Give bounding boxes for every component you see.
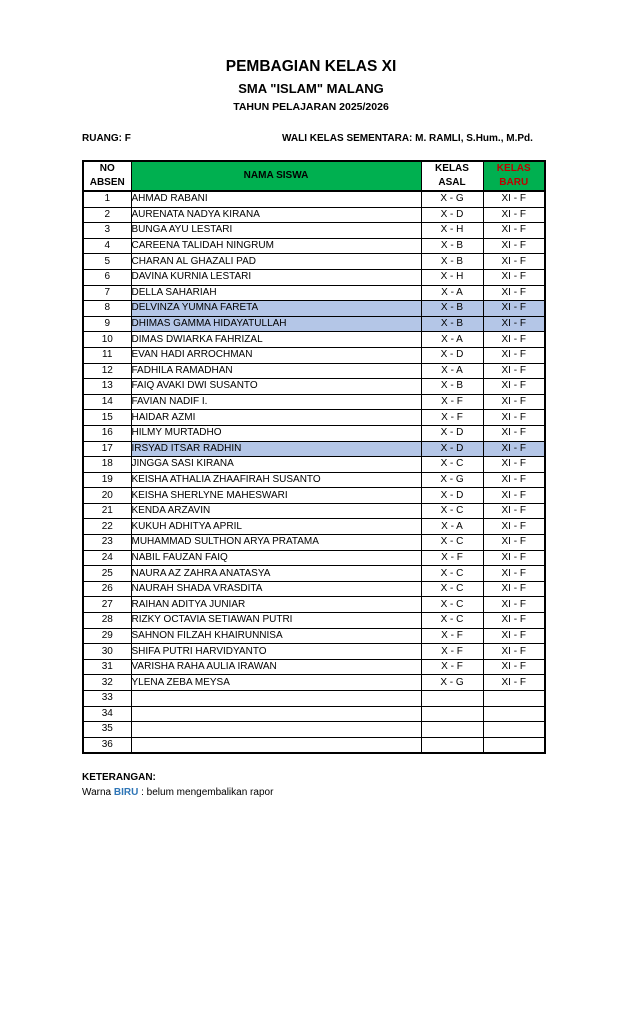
table-row: [83, 363, 545, 379]
cell-kelas-asal: X - C: [421, 457, 483, 473]
cell-no-absen: 12: [83, 363, 131, 379]
cell-kelas-baru: XI - F: [483, 269, 545, 285]
cell-kelas-baru: [483, 737, 545, 753]
table-row: [83, 613, 545, 629]
cell-no-absen: 4: [83, 238, 131, 254]
table-row: [83, 269, 545, 285]
cell-no-absen: 9: [83, 316, 131, 332]
table-row: [83, 722, 545, 738]
table-header-row: [83, 161, 545, 191]
cell-no-absen: 5: [83, 254, 131, 270]
cell-nama-siswa: NABIL FAUZAN FAIQ: [131, 550, 421, 566]
cell-no-absen: 31: [83, 659, 131, 675]
cell-nama-siswa: CAREENA TALIDAH NINGRUM: [131, 238, 421, 254]
cell-kelas-asal: X - A: [421, 285, 483, 301]
cell-kelas-baru: XI - F: [483, 597, 545, 613]
table-row: [83, 223, 545, 239]
cell-no-absen: 14: [83, 394, 131, 410]
cell-kelas-asal: X - F: [421, 410, 483, 426]
cell-kelas-asal: X - H: [421, 223, 483, 239]
cell-kelas-baru: XI - F: [483, 472, 545, 488]
table-row: [83, 503, 545, 519]
table-row: [83, 535, 545, 551]
cell-kelas-asal: X - C: [421, 566, 483, 582]
cell-no-absen: 26: [83, 581, 131, 597]
header-no-line2: ABSEN: [89, 177, 125, 188]
page-title: PEMBAGIAN KELAS XI: [225, 58, 397, 75]
cell-nama-siswa: DHIMAS GAMMA HIDAYATULLAH: [131, 316, 421, 332]
table-row: [83, 301, 545, 317]
cell-kelas-baru: XI - F: [483, 441, 545, 457]
table-row: [83, 316, 545, 332]
table-row: [83, 332, 545, 348]
cell-kelas-baru: [483, 706, 545, 722]
cell-kelas-baru: XI - F: [483, 675, 545, 691]
cell-kelas-asal: X - D: [421, 425, 483, 441]
cell-nama-siswa: RAIHAN ADITYA JUNIAR: [131, 597, 421, 613]
cell-kelas-baru: XI - F: [483, 613, 545, 629]
cell-kelas-asal: X - B: [421, 254, 483, 270]
cell-kelas-baru: XI - F: [483, 238, 545, 254]
cell-nama-siswa: DIMAS DWIARKA FAHRIZAL: [131, 332, 421, 348]
cell-no-absen: 34: [83, 706, 131, 722]
cell-kelas-asal: X - C: [421, 613, 483, 629]
cell-kelas-asal: X - C: [421, 503, 483, 519]
cell-nama-siswa: EVAN HADI ARROCHMAN: [131, 347, 421, 363]
table-row: [83, 597, 545, 613]
cell-kelas-baru: XI - F: [483, 644, 545, 660]
cell-kelas-asal: X - A: [421, 519, 483, 535]
table-row: [83, 644, 545, 660]
cell-nama-siswa: DELLA SAHARIAH: [131, 285, 421, 301]
cell-nama-siswa: AURENATA NADYA KIRANA: [131, 207, 421, 223]
cell-kelas-asal: X - C: [421, 597, 483, 613]
cell-kelas-baru: XI - F: [483, 191, 545, 207]
cell-kelas-baru: XI - F: [483, 332, 545, 348]
cell-kelas-asal: X - B: [421, 301, 483, 317]
table-row: [83, 347, 545, 363]
cell-kelas-asal: X - A: [421, 363, 483, 379]
cell-nama-siswa: HILMY MURTADHO: [131, 425, 421, 441]
cell-kelas-asal: X - B: [421, 379, 483, 395]
table-row: [83, 706, 545, 722]
cell-kelas-baru: XI - F: [483, 394, 545, 410]
cell-kelas-asal: X - F: [421, 644, 483, 660]
cell-no-absen: 23: [83, 535, 131, 551]
table-row: [83, 425, 545, 441]
cell-kelas-baru: XI - F: [483, 316, 545, 332]
table-row: [83, 254, 545, 270]
table-row: [83, 519, 545, 535]
table-row: [83, 410, 545, 426]
cell-kelas-baru: [483, 722, 545, 738]
table-row: [83, 472, 545, 488]
table-row: [83, 379, 545, 395]
cell-nama-siswa: FAVIAN NADIF I.: [131, 394, 421, 410]
cell-no-absen: 15: [83, 410, 131, 426]
cell-no-absen: 18: [83, 457, 131, 473]
notes-color-word: BIRU: [113, 787, 139, 798]
cell-kelas-asal: X - D: [421, 207, 483, 223]
cell-no-absen: 20: [83, 488, 131, 504]
cell-nama-siswa: YLENA ZEBA MEYSA: [131, 675, 421, 691]
table-row: [83, 675, 545, 691]
cell-nama-siswa: AHMAD RABANI: [131, 191, 421, 207]
header-baru-line1: KELAS: [496, 163, 531, 174]
cell-nama-siswa: DELVINZA YUMNA FARETA: [131, 301, 421, 317]
cell-kelas-asal: X - H: [421, 269, 483, 285]
cell-no-absen: 3: [83, 223, 131, 239]
cell-nama-siswa: [131, 691, 421, 707]
cell-kelas-baru: XI - F: [483, 285, 545, 301]
cell-kelas-baru: XI - F: [483, 628, 545, 644]
cell-nama-siswa: SAHNON FILZAH KHAIRUNNISA: [131, 628, 421, 644]
cell-kelas-asal: X - F: [421, 550, 483, 566]
cell-kelas-baru: XI - F: [483, 410, 545, 426]
cell-nama-siswa: [131, 722, 421, 738]
cell-no-absen: 27: [83, 597, 131, 613]
cell-nama-siswa: KEISHA ATHALIA ZHAAFIRAH SUSANTO: [131, 472, 421, 488]
cell-kelas-baru: XI - F: [483, 659, 545, 675]
homeroom-teacher: WALI KELAS SEMENTARA: M. RAMLI, S.Hum., M.Pd.: [282, 133, 533, 144]
cell-no-absen: 7: [83, 285, 131, 301]
cell-kelas-asal: X - G: [421, 191, 483, 207]
cell-kelas-baru: XI - F: [483, 254, 545, 270]
notes-suffix: : belum mengembalikan rapor: [138, 787, 274, 798]
table-row: [83, 737, 545, 753]
header-baru-line2: BARU: [499, 177, 529, 188]
cell-kelas-baru: XI - F: [483, 535, 545, 551]
cell-no-absen: 21: [83, 503, 131, 519]
cell-kelas-asal: X - F: [421, 394, 483, 410]
cell-nama-siswa: DAVINA KURNIA LESTARI: [131, 269, 421, 285]
cell-no-absen: 35: [83, 722, 131, 738]
cell-no-absen: 32: [83, 675, 131, 691]
room-label: RUANG: F: [82, 133, 131, 144]
cell-no-absen: 30: [83, 644, 131, 660]
table-row: [83, 691, 545, 707]
cell-nama-siswa: BUNGA AYU LESTARI: [131, 223, 421, 239]
cell-no-absen: 33: [83, 691, 131, 707]
cell-nama-siswa: FAIQ AVAKI DWI SUSANTO: [131, 379, 421, 395]
cell-no-absen: 22: [83, 519, 131, 535]
cell-nama-siswa: NAURAH SHADA VRASDITA: [131, 581, 421, 597]
header-no-line1: NO: [99, 163, 115, 174]
cell-kelas-asal: X - D: [421, 441, 483, 457]
cell-nama-siswa: MUHAMMAD SULTHON ARYA PRATAMA: [131, 535, 421, 551]
cell-no-absen: 24: [83, 550, 131, 566]
cell-nama-siswa: NAURA AZ ZAHRA ANATASYA: [131, 566, 421, 582]
cell-nama-siswa: KEISHA SHERLYNE MAHESWARI: [131, 488, 421, 504]
cell-nama-siswa: [131, 737, 421, 753]
cell-kelas-baru: XI - F: [483, 550, 545, 566]
cell-no-absen: 10: [83, 332, 131, 348]
table-row: [83, 238, 545, 254]
cell-kelas-baru: XI - F: [483, 347, 545, 363]
cell-kelas-asal: [421, 722, 483, 738]
header-asal-line1: KELAS: [435, 163, 469, 174]
cell-no-absen: 6: [83, 269, 131, 285]
header-nama-siswa: NAMA SISWA: [131, 161, 421, 191]
cell-no-absen: 13: [83, 379, 131, 395]
cell-no-absen: 25: [83, 566, 131, 582]
cell-no-absen: 16: [83, 425, 131, 441]
table-row: [83, 550, 545, 566]
cell-kelas-baru: XI - F: [483, 503, 545, 519]
cell-kelas-asal: X - D: [421, 347, 483, 363]
school-name: SMA "ISLAM" MALANG: [238, 81, 384, 96]
cell-no-absen: 11: [83, 347, 131, 363]
cell-no-absen: 1: [83, 191, 131, 207]
table-row: [83, 207, 545, 223]
table-row: [83, 659, 545, 675]
cell-kelas-baru: XI - F: [483, 301, 545, 317]
notes-title: KETERANGAN:: [82, 772, 156, 783]
cell-kelas-baru: XI - F: [483, 363, 545, 379]
cell-kelas-asal: X - G: [421, 675, 483, 691]
student-table: [82, 160, 546, 754]
table-row: [83, 441, 545, 457]
cell-nama-siswa: IRSYAD ITSAR RADHIN: [131, 441, 421, 457]
cell-nama-siswa: HAIDAR AZMI: [131, 410, 421, 426]
cell-kelas-baru: XI - F: [483, 519, 545, 535]
table-row: [83, 566, 545, 582]
cell-kelas-baru: XI - F: [483, 488, 545, 504]
cell-no-absen: 19: [83, 472, 131, 488]
cell-nama-siswa: FADHILA RAMADHAN: [131, 363, 421, 379]
cell-kelas-baru: XI - F: [483, 566, 545, 582]
cell-nama-siswa: KUKUH ADHITYA APRIL: [131, 519, 421, 535]
notes-prefix: Warna: [82, 787, 114, 798]
header-no-absen: [83, 161, 131, 191]
header-kelas-asal: [421, 161, 483, 191]
cell-kelas-baru: XI - F: [483, 425, 545, 441]
cell-kelas-asal: X - C: [421, 535, 483, 551]
cell-kelas-asal: X - F: [421, 628, 483, 644]
cell-no-absen: 8: [83, 301, 131, 317]
table-row: [83, 191, 545, 207]
table-row: [83, 394, 545, 410]
table-row: [83, 581, 545, 597]
cell-kelas-asal: [421, 691, 483, 707]
cell-no-absen: 17: [83, 441, 131, 457]
table-row: [83, 628, 545, 644]
cell-no-absen: 28: [83, 613, 131, 629]
cell-nama-siswa: JINGGA SASI KIRANA: [131, 457, 421, 473]
header-asal-line2: ASAL: [438, 177, 466, 188]
cell-nama-siswa: RIZKY OCTAVIA SETIAWAN PUTRI: [131, 613, 421, 629]
cell-kelas-asal: X - B: [421, 316, 483, 332]
cell-kelas-baru: XI - F: [483, 223, 545, 239]
cell-kelas-asal: X - G: [421, 472, 483, 488]
cell-kelas-baru: XI - F: [483, 581, 545, 597]
notes-text: [82, 787, 273, 798]
cell-kelas-asal: X - A: [421, 332, 483, 348]
cell-no-absen: 29: [83, 628, 131, 644]
cell-nama-siswa: CHARAN AL GHAZALI PAD: [131, 254, 421, 270]
cell-no-absen: 2: [83, 207, 131, 223]
cell-kelas-baru: XI - F: [483, 379, 545, 395]
cell-nama-siswa: VARISHA RAHA AULIA IRAWAN: [131, 659, 421, 675]
cell-kelas-asal: [421, 706, 483, 722]
cell-kelas-asal: X - F: [421, 659, 483, 675]
cell-kelas-baru: XI - F: [483, 457, 545, 473]
table-row: [83, 457, 545, 473]
cell-kelas-baru: XI - F: [483, 207, 545, 223]
cell-nama-siswa: SHIFA PUTRI HARVIDYANTO: [131, 644, 421, 660]
table-row: [83, 285, 545, 301]
table-row: [83, 488, 545, 504]
cell-kelas-asal: X - C: [421, 581, 483, 597]
cell-kelas-baru: [483, 691, 545, 707]
cell-kelas-asal: X - D: [421, 488, 483, 504]
cell-nama-siswa: KENDA ARZAVIN: [131, 503, 421, 519]
cell-no-absen: 36: [83, 737, 131, 753]
cell-kelas-asal: X - B: [421, 238, 483, 254]
cell-kelas-asal: [421, 737, 483, 753]
cell-nama-siswa: [131, 706, 421, 722]
header-kelas-baru: [483, 161, 545, 191]
academic-year: TAHUN PELAJARAN 2025/2026: [233, 101, 389, 113]
